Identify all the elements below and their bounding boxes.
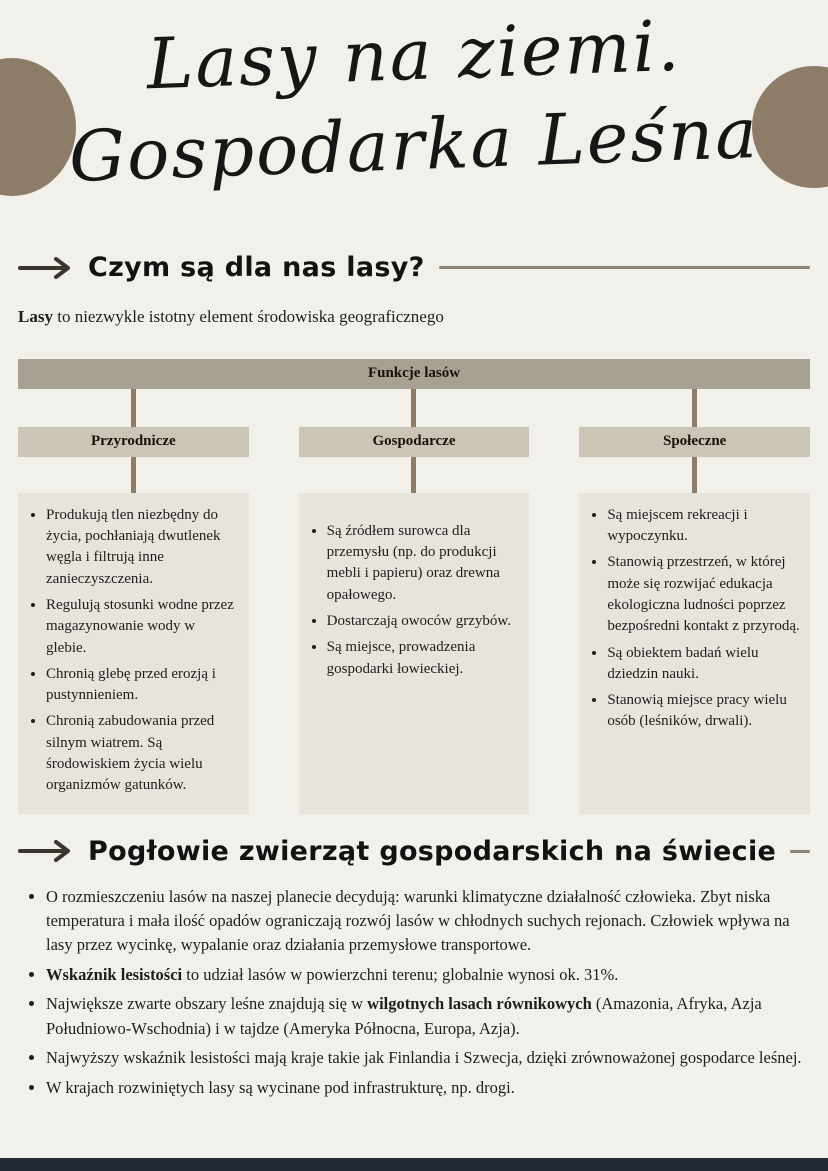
bullet-text: to udział lasów w powierzchni terenu; globalnie wynosi ok. 31%. xyxy=(182,964,619,984)
list-item: • Są miejsce, prowadzenia gospodarki łowieckiej. xyxy=(327,637,520,680)
list-item xyxy=(46,1076,810,1100)
list-item: • Regulują stosunki wodne przez magazynowanie wody w glebie. xyxy=(46,595,239,659)
list-item: • Produkują tlen niezbędny do życia, pochłaniają dwutlenek węgla i filtrują inne zanieczyszczenia. xyxy=(46,505,239,590)
bullet-list xyxy=(307,521,520,680)
diagram-connectors-top xyxy=(18,389,810,427)
list-item: • Dostarczają owoców grzybów. xyxy=(327,611,520,632)
list-item xyxy=(46,963,810,987)
column-label-przyrodnicze: Przyrodnicze xyxy=(18,427,249,457)
list-item: • Są miejscem rekreacji i wypoczynku. xyxy=(607,505,800,548)
section2-bullets xyxy=(18,885,810,1100)
bullet-text: O rozmieszczeniu lasów na naszej planecie decydują: warunki klimatyczne działalność człowieka. Zbyt niska temperatura i mała ilość opadów ograniczają rozwój lasów w chłodnych suchych rejonach. Człowiek wpływa na lasy przez wycinkę, wypalanie oraz działania przemysłowe transportowe. xyxy=(46,886,790,955)
list-item: • Stanowią przestrzeń, w której może się rozwijać edukacja ekologiczna ludności poprzez bezpośredni kontakt z przyrodą. xyxy=(607,552,800,637)
list-item xyxy=(46,1046,810,1070)
bullet-list xyxy=(18,885,810,1100)
bullet-list xyxy=(587,505,800,733)
forest-functions-diagram xyxy=(18,359,810,814)
page-title-line1: Lasy na ziemi. xyxy=(145,4,683,106)
list-item xyxy=(46,885,810,958)
bullet-text: W krajach rozwiniętych lasy są wycinane pod infrastrukturę, np. drogi. xyxy=(46,1077,515,1097)
diagram-content-row xyxy=(18,493,810,814)
connector-line xyxy=(131,389,136,427)
connector-line xyxy=(411,389,416,427)
decorative-circle-right xyxy=(752,66,828,188)
diagram-connectors-bottom xyxy=(18,457,810,493)
connector-line xyxy=(692,389,697,427)
connector-line xyxy=(692,457,697,493)
list-item: • Są obiektem badań wielu dziedzin nauki. xyxy=(607,643,800,686)
column-content-przyrodnicze xyxy=(18,493,249,814)
column-content-gospodarcze xyxy=(299,493,530,814)
list-item: • Są źródłem surowca dla przemysłu (np. do produkcji mebli i papieru) oraz drewna opałowego. xyxy=(327,521,520,606)
diagram-labels-row xyxy=(18,427,810,457)
connector-line xyxy=(411,457,416,493)
bullet-text: (Amazonia, Afryka, Azja Południowo-Wschodnia) i w tajdze (Ameryka Północna, Europa, Azja). xyxy=(46,994,762,1038)
intro-rest-text: to niezwykle istotny element środowiska geograficznego xyxy=(52,307,444,326)
footer-bar xyxy=(0,1158,828,1171)
list-item xyxy=(46,992,810,1041)
list-item: • Chronią glebę przed erozją i pustynnieniem. xyxy=(46,664,239,707)
page-content xyxy=(0,248,828,1105)
section2-heading: Pogłowie zwierząt gospodarskich na świecie xyxy=(88,835,777,867)
section2-heading-row xyxy=(18,836,810,867)
arrow-right-icon xyxy=(18,256,74,280)
bullet-text: Największe zwarte obszary leśne znajdują się w xyxy=(46,994,368,1014)
list-item: • Stanowią miejsce pracy wielu osób (leśników, drwali). xyxy=(607,690,800,733)
column-content-spoleczne xyxy=(579,493,810,814)
bullet-text-bold: Wskaźnik lesistości xyxy=(46,964,183,984)
decorative-circle-left xyxy=(0,58,76,196)
section1-heading: Czym są dla nas lasy? xyxy=(88,252,425,283)
diagram-header: Funkcje lasów xyxy=(18,359,810,389)
section1-heading-row xyxy=(18,252,810,283)
list-item: • Chronią zabudowania przed silnym wiatrem. Są środowiskiem życia wielu organizmów gatunków. xyxy=(46,711,239,796)
bullet-list xyxy=(26,505,239,797)
column-label-gospodarcze: Gospodarcze xyxy=(299,427,530,457)
connector-line xyxy=(131,457,136,493)
arrow-right-icon xyxy=(18,839,74,863)
heading-rule xyxy=(790,850,810,853)
heading-rule xyxy=(439,266,810,269)
bullet-text: Najwyższy wskaźnik lesistości mają kraje takie jak Finlandia i Szwecja, dzięki zrównoważonej gospodarce leśnej. xyxy=(46,1048,802,1068)
bullet-text-bold: wilgotnych lasach równikowych xyxy=(367,994,592,1014)
intro-bold-text: Lasy xyxy=(18,307,53,326)
intro-paragraph xyxy=(18,305,810,329)
page-title-line2: Gospodarka Leśna xyxy=(67,91,761,199)
column-label-spoleczne: Społeczne xyxy=(579,427,810,457)
